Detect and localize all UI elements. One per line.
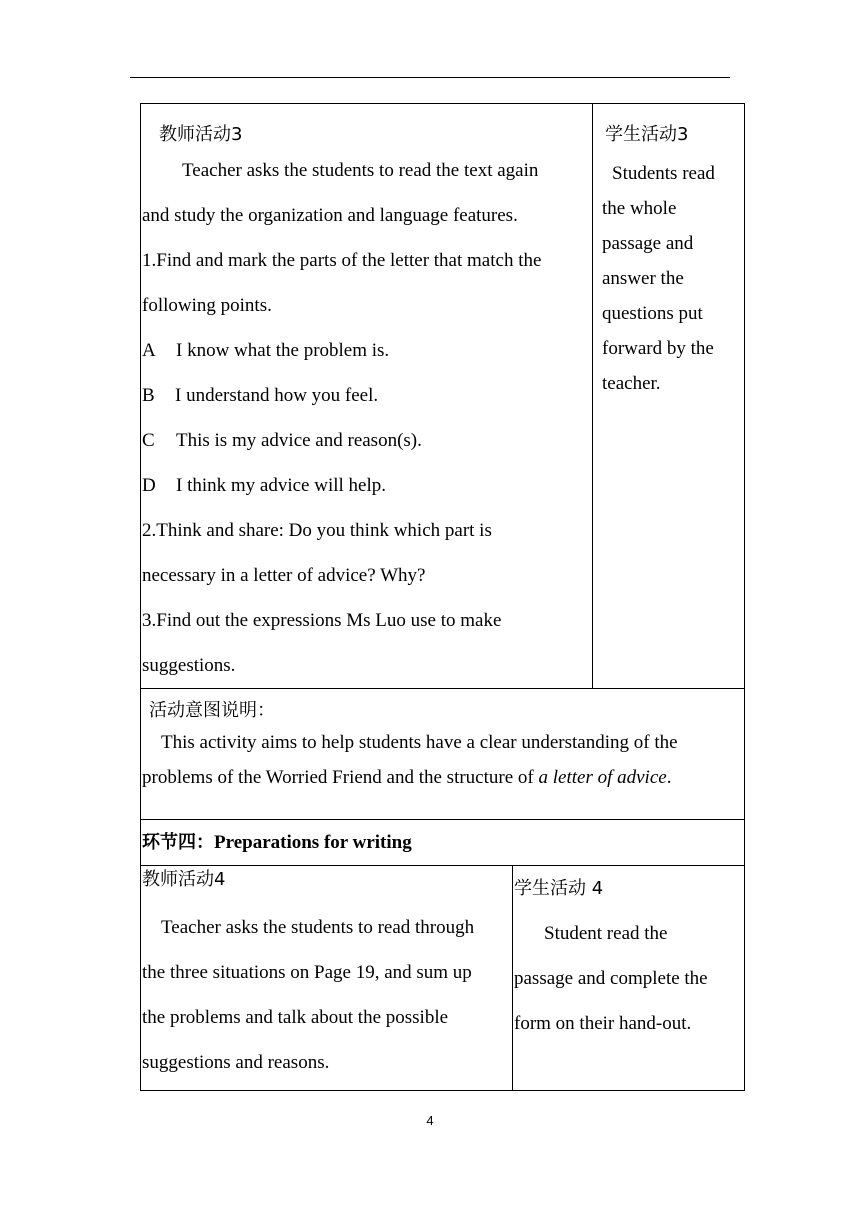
teacher-activity-4-heading: 教师活动4 <box>142 869 226 890</box>
point-text: I think my advice will help. <box>176 475 387 496</box>
student-activity-3-heading: 学生活动3 <box>605 124 689 145</box>
student-line: passage and complete the <box>514 968 708 989</box>
teacher-line: Teacher asks the students to read through <box>161 917 475 938</box>
teacher-line: following points. <box>142 295 272 316</box>
student-line: questions put <box>602 303 703 324</box>
teacher-line: 1.Find and mark the parts of the letter that match the <box>142 250 542 271</box>
teacher-line: and study the organization and language features. <box>142 205 518 226</box>
page-number: 4 <box>426 1113 434 1128</box>
teacher-line: necessary in a letter of advice? Why? <box>142 565 426 586</box>
teacher-line: the three situations on Page 19, and sum up <box>142 962 472 983</box>
student-line: form on their hand-out. <box>514 1013 692 1034</box>
lesson-table <box>140 103 745 1091</box>
stage-four-row <box>141 820 744 866</box>
stage-four-label: 环节四：Preparations for writing <box>142 832 412 853</box>
point-text: I know what the problem is. <box>176 340 390 361</box>
student-line: forward by the <box>602 338 714 359</box>
intent-line: problems of the Worried Friend and the structure of a letter of advice. <box>142 767 672 788</box>
student-line: the whole <box>602 198 677 219</box>
student-line: passage and <box>602 233 694 254</box>
teacher-activity-3-cell <box>141 104 593 688</box>
point-letter: D <box>142 475 156 496</box>
activity-intent-row <box>141 689 744 820</box>
point-text: This is my advice and reason(s). <box>176 430 422 451</box>
student-line: Student read the <box>544 923 668 944</box>
student-activity-4-heading: 学生活动 4 <box>514 878 604 899</box>
activity-3-row <box>141 104 744 689</box>
teacher-line: 2.Think and share: Do you think which part is <box>142 520 492 541</box>
teacher-line: suggestions and reasons. <box>142 1052 330 1073</box>
student-activity-4-cell <box>513 866 744 1090</box>
teacher-line: the problems and talk about the possible <box>142 1007 449 1028</box>
student-line: teacher. <box>602 373 661 394</box>
point-letter: A <box>142 340 156 361</box>
point-text: I understand how you feel. <box>175 385 379 406</box>
point-letter: C <box>142 430 155 451</box>
intent-heading: 活动意图说明： <box>149 700 275 721</box>
student-activity-3-cell <box>593 104 744 688</box>
activity-4-row <box>141 866 744 1090</box>
teacher-line: 3.Find out the expressions Ms Luo use to make <box>142 610 502 631</box>
student-line: Students read <box>612 163 715 184</box>
teacher-activity-3-heading: 教师活动3 <box>159 124 243 145</box>
teacher-line: suggestions. <box>142 655 236 676</box>
teacher-activity-4-cell <box>141 866 513 1090</box>
teacher-line: Teacher asks the students to read the text again <box>182 160 539 181</box>
header-rule <box>130 77 730 78</box>
student-line: answer the <box>602 268 684 289</box>
point-letter: B <box>142 385 155 406</box>
intent-line: This activity aims to help students have a clear understanding of the <box>161 732 678 753</box>
